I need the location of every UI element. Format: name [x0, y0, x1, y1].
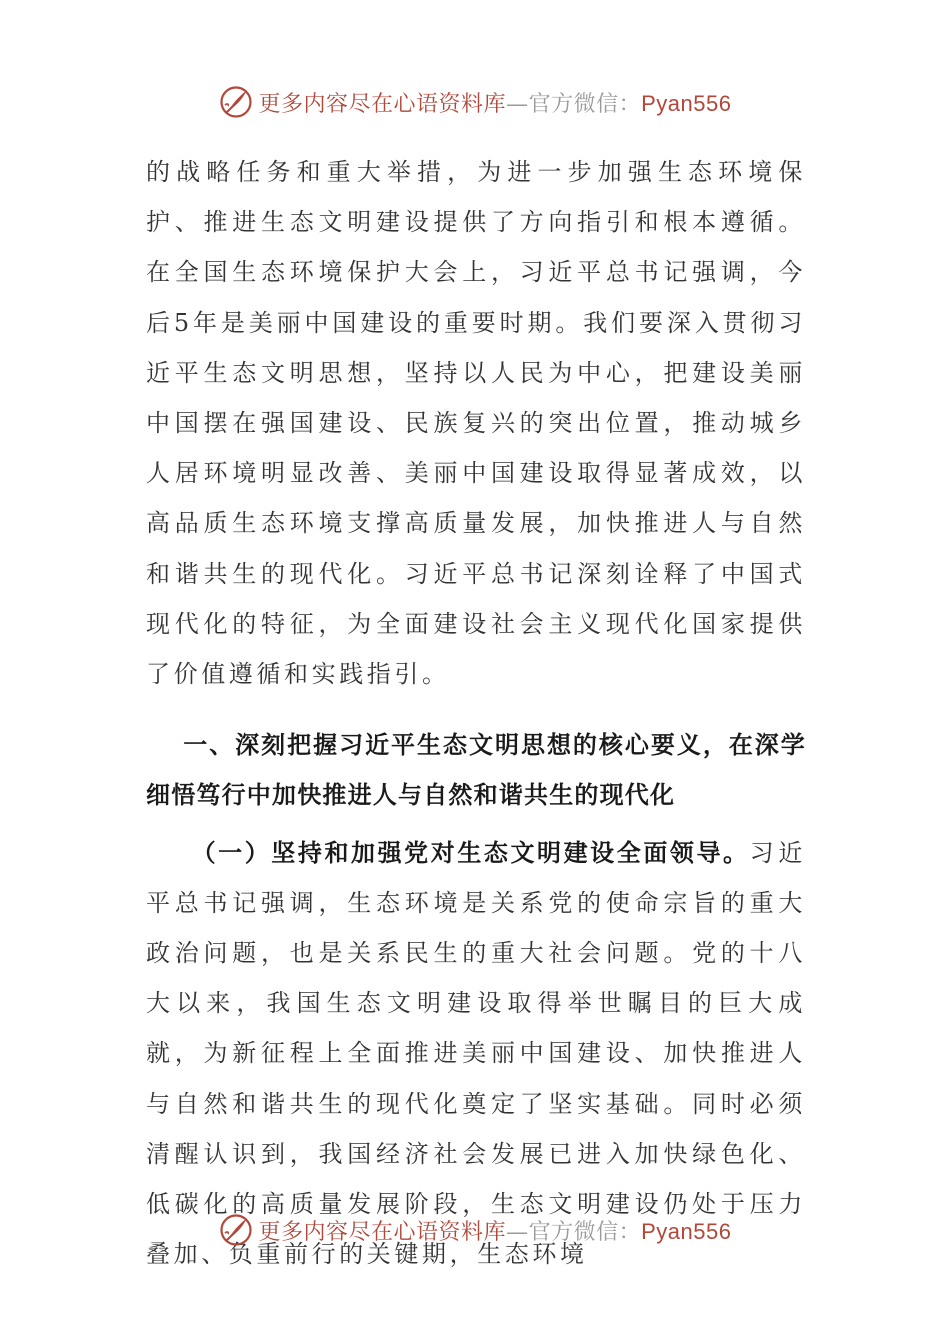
quill-pen-icon: [219, 85, 253, 119]
footer-banner-dash: —: [506, 1219, 529, 1245]
document-body: [146, 147, 806, 1279]
header-banner-dash: —: [506, 91, 529, 117]
subsection-text-1: 习近平总书记强调，生态环境是关系党的使命宗旨的重大政治问题，也是关系民生的重大社会问题。党的十八大以来，我国生态文明建设取得举世瞩目的巨大成就，为新征程上全面推进美丽中国建设、加快推进人与自然和谐共生的现代化奠定了坚实基础。同时必须清醒认识到，我国经济社会发展已进入加快绿色化、低碳化的高质量发展阶段，生态文明建设仍处于压力叠加、负重前行的关键期，生态环境: [146, 838, 806, 1269]
footer-banner-text: [259, 1215, 732, 1246]
section-heading-1: 一、深刻把握习近平生态文明思想的核心要义，在深学细悟笃行中加快推进人与自然和谐共生的现代化: [146, 730, 806, 810]
header-banner-wechat-label: 官方微信：: [528, 91, 642, 117]
header-banner-text: [259, 87, 732, 118]
footer-banner-wechat-id: Pyan556: [641, 1218, 732, 1244]
header-banner-main: 更多内容尽在心语资料库: [258, 91, 507, 117]
subsection-title-1: （一）坚持和加强党对生态文明建设全面领导。: [191, 837, 750, 867]
quill-pen-icon: [219, 1213, 253, 1247]
footer-banner-wechat-label: 官方微信：: [528, 1219, 642, 1245]
header-banner-wechat-id: Pyan556: [641, 90, 732, 116]
footer-banner: [0, 1210, 950, 1250]
header-banner: [0, 82, 950, 122]
footer-banner-main: 更多内容尽在心语资料库: [258, 1219, 507, 1245]
body-paragraph-1: 的战略任务和重大举措，为进一步加强生态环境保护、推进生态文明建设提供了方向指引和根本遵循。在全国生态环境保护大会上，习近平总书记强调，今后5年是美丽中国建设的重要时期。我们要深入贯彻习近平生态文明思想，坚持以人民为中心，把建设美丽中国摆在强国建设、民族复兴的突出位置，推动城乡人居环境明显改善、美丽中国建设取得显著成效，以高品质生态环境支撑高质量发展，加快推进人与自然和谐共生的现代化。习近平总书记深刻诠释了中国式现代化的特征，为全面建设社会主义现代化国家提供了价值遵循和实践指引。: [146, 158, 806, 689]
